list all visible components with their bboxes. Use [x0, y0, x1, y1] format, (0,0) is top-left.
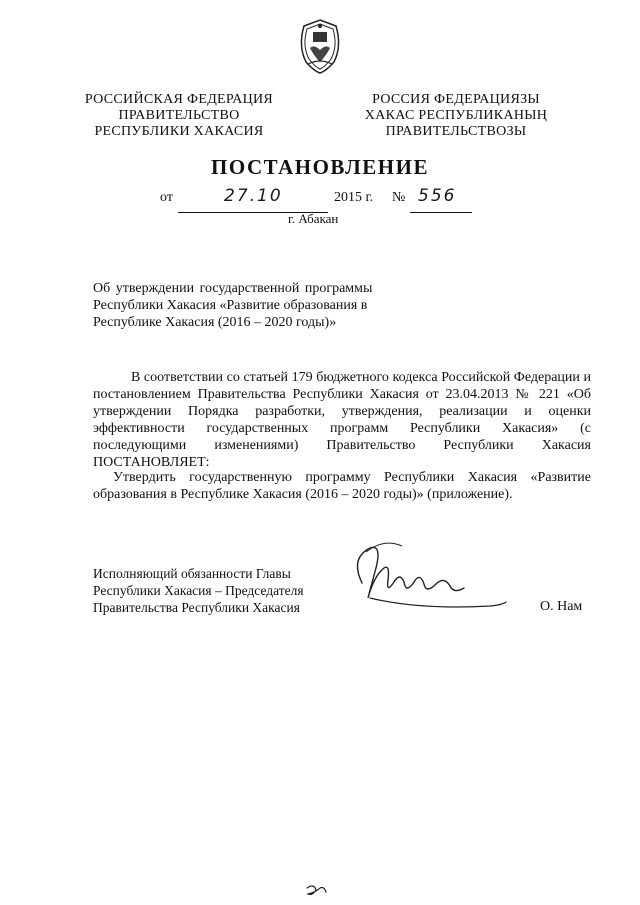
header-right-line: ХАКАС РЕСПУБЛИКАНЫҢ — [364, 108, 548, 123]
signatory-position-line: Правительства Республики Хакасия — [93, 600, 300, 615]
document-subject — [93, 280, 393, 331]
header-left-line: РЕСПУБЛИКИ ХАКАСИЯ — [94, 124, 264, 139]
number-label: № — [392, 190, 406, 205]
header-left-line: ПРАВИТЕЛЬСТВО — [118, 108, 240, 123]
header-right — [356, 92, 556, 140]
city: г. Абакан — [288, 211, 339, 226]
handwritten-signature — [340, 538, 510, 618]
date-handwritten: 27.10 — [224, 186, 283, 206]
date-field — [178, 186, 328, 213]
signatory-position-line: Республики Хакасия – Председателя — [93, 583, 304, 598]
header-left-line: РОССИЙСКАЯ ФЕДЕРАЦИЯ — [84, 92, 274, 107]
coat-of-arms-icon — [296, 18, 344, 74]
signatory-name: О. Нам — [540, 599, 583, 614]
subject-line: Республике Хакасия (2016 – 2020 годы)» — [93, 315, 337, 330]
signatory-position-line: Исполняющий обязанности Главы — [93, 566, 291, 581]
number-handwritten: 556 — [418, 186, 457, 206]
header-right-line: РОССИЯ ФЕДЕРАЦИЯЗЫ — [372, 92, 540, 107]
body-paragraph-1: В соответствии со статьей 179 бюджетного кодекса Российской Федерации и постановлением Правительства Республики Хакасия от 23.04.2013 № 221 «Об утверждении Порядка разработки, утверждения, реализации и оценки эффективности государственных программ Республики Хакасия» (с последующими изменениями) Правительство Республики Хакасия ПОСТАНОВЛЯЕТ: — [93, 370, 591, 470]
subject-line: Республики Хакасия «Развитие образования в — [93, 298, 368, 313]
number-field — [410, 186, 472, 213]
document-title: ПОСТАНОВЛЕНИЕ — [211, 155, 429, 179]
subject-line: Об утверждении государственной программы — [93, 281, 373, 296]
date-year: 2015 г. — [334, 190, 374, 205]
body-paragraph-2: Утвердить государственную программу Республики Хакасия «Развитие образования в Республике Хакасия (2016 – 2020 годы)» (приложение). — [93, 470, 591, 502]
handwritten-page-mark — [304, 884, 330, 898]
date-from-label: от — [160, 190, 173, 205]
header-right-line: ПРАВИТЕЛЬСТВОЗЫ — [385, 124, 527, 139]
header-left — [84, 92, 274, 140]
signatory-position — [93, 565, 304, 616]
